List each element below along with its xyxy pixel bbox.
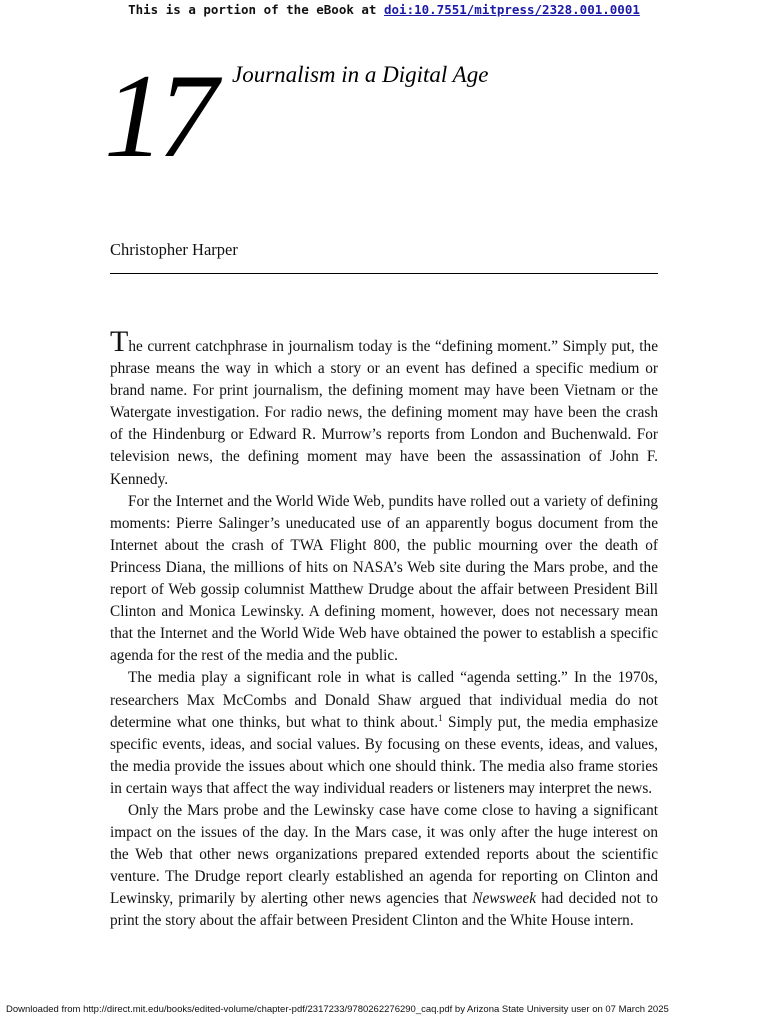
title-rule [110, 273, 658, 274]
paragraph-2: For the Internet and the World Wide Web, pundits have rolled out a variety of defining moments: Pierre Salinger’s uneducated use of an apparently bogus document from the Internet about the crash of TWA Flight 800, the public mourning over the death of Princess Diana, the millions of hits on NASA’s Web site during the Mars probe, and the report of Web gossip columnist Matthew Drudge about the affair between President Bill Clinton and Monica Lewinsky. A defining moment, however, does not necessary mean that the Internet and the World Wide Web have obtained the power to establish a specific agenda for the rest of the media and the public. [110, 492, 658, 665]
paragraph-3-text-a: The media play a significant role in what is called “agenda setting.” In the 1970s, researchers Max McCombs and Donald Shaw argued that individual media do not determine what one thinks, but what to think about. [110, 669, 658, 731]
paragraph-1 [110, 325, 658, 491]
chapter-number: 17 [104, 49, 212, 182]
paragraph-4 [110, 800, 658, 933]
paragraph-4-text-b: had decided not to print the story about the affair between President Clinton and the White House intern. [110, 890, 658, 930]
paragraph-4-text-a: Only the Mars probe and the Lewinsky case have come close to having a significant impact on the issues of the day. In the Mars case, it was only after the huge interest on the Web that other news organizations prepared extended reports about the scientific venture. The Drudge report clearly established an agenda for reporting on Clinton and Lewinsky, primarily by alerting other news agencies that [110, 801, 658, 908]
drop-cap: T [110, 325, 129, 358]
paragraph-3-text-b: Simply put, the media emphasize specific events, ideas, and social values. By focusing on these events, ideas, and values, the media provide the issues about which one should think. The media also frame stories in certain ways that affect the way individual readers or listeners may interpret the news. [110, 713, 658, 797]
doi-link[interactable]: doi:10.7551/mitpress/2328.001.0001 [384, 2, 640, 17]
newsweek-italic: Newsweek [472, 890, 537, 908]
chapter-title: Journalism in a Digital Age [232, 62, 489, 87]
footnote-ref-1[interactable]: 1 [438, 712, 443, 723]
chapter-body [110, 325, 658, 933]
paragraph-3 [110, 667, 658, 800]
paragraph-1-text: he current catchphrase in journalism today is the “defining moment.” Simply put, the phrase means the way in which a story or an event has defined a specific medium or brand name. For print journalism, the defining moment may have been Vietnam or the Watergate investigation. For radio news, the defining moment may have been the crash of the Hindenburg or Edward R. Murrow’s reports from London and Buchenwald. For television news, the defining moment may have been the assassination of John F. Kennedy. [110, 338, 658, 488]
download-footer: Downloaded from http://direct.mit.edu/books/edited-volume/chapter-pdf/2317233/9780262276290_caq.pdf by Arizona State University user on 07 March 2025 [6, 1004, 669, 1015]
ebook-banner [0, 2, 768, 17]
banner-prefix: This is a portion of the eBook at [128, 2, 377, 17]
chapter-author: Christopher Harper [110, 240, 238, 259]
